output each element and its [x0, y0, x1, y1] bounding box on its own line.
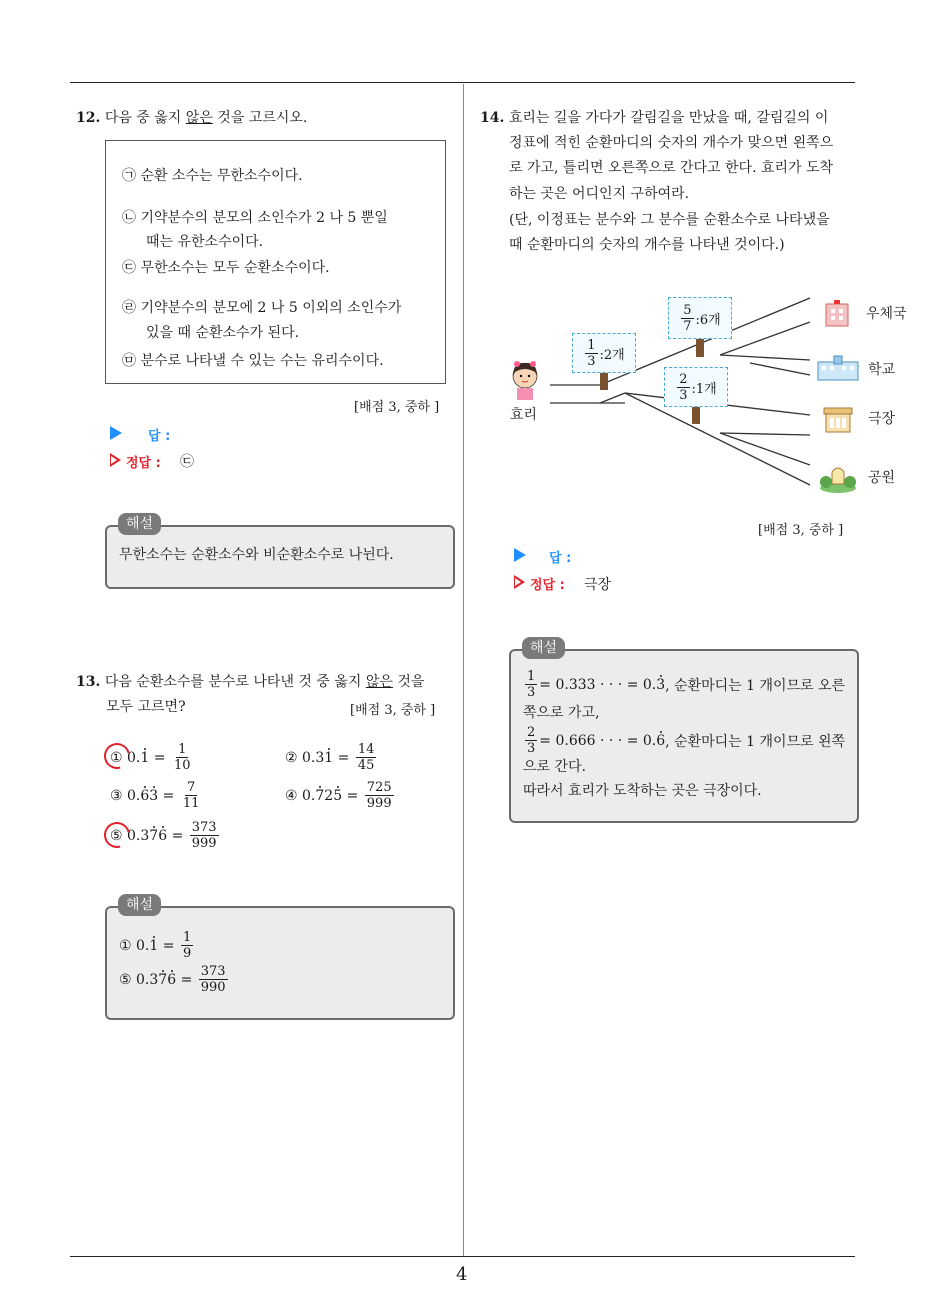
q14-score: [배점 3, 중하 ]: [758, 523, 844, 538]
q13-option-2: ② 0.3 1 = $\frac{14}{45}$: [285, 742, 375, 773]
q14-correct-label: 정답 :: [530, 578, 565, 593]
q14-expl-line-4: 으로 간다.: [523, 759, 586, 775]
q14-stem-line3: 로 가고, 틀리면 오른쪽으로 간다고 한다. 효리가 도착: [509, 160, 834, 176]
q13-option-5: ⑤ 0.3 7 6 = $\frac{373}{999}$: [110, 820, 217, 851]
q14-expl-line-5: 따라서 효리가 도착하는 곳은 극장이다.: [523, 783, 762, 799]
answer-arrow-icon: [110, 426, 122, 440]
q12-explanation-box: [105, 525, 455, 589]
q13-score: [배점 3, 중하 ]: [350, 703, 436, 718]
q13-option-1: ① 0. 1 = $\frac{1}{10}$: [110, 742, 191, 773]
q12-option-4: ㉣ 기약분수의 분모에 2 나 5 이외의 소인수가: [122, 300, 402, 316]
q13-option-3: ③ 0. 6 3 = $\frac{7}{11}$: [110, 780, 200, 811]
q14-explanation-tag: 해설: [522, 637, 565, 659]
correct-triangle-icon: [110, 453, 121, 467]
q14-stem-line1: 14. 효리는 길을 가다가 갈림길을 만났을 때, 갈림길의 이: [480, 110, 829, 126]
q13-stem-line1: 13. 다음 순환소수를 분수로 나타낸 것 중 옳지 않은 것을: [76, 674, 425, 690]
theater-icon: [822, 404, 854, 434]
school-icon: [816, 354, 860, 382]
q14-expl-line-2: 쪽으로 가고,: [523, 705, 600, 721]
q13-expl-line-1: ① 0. 1 = $\frac{1}{9}$: [119, 930, 192, 961]
q12-explanation-text: 무한소수는 순환소수와 비순환소수로 나뉜다.: [119, 547, 394, 563]
q14-stem-line6: 때 순환마디의 숫자의 개수를 나타낸 것이다.): [509, 237, 785, 253]
column-divider: [463, 84, 464, 1256]
girl-icon: [507, 360, 543, 400]
q13-explanation-box: [105, 906, 455, 1020]
q14-stem-line5: (단, 이정표는 분수와 그 분수를 순환소수로 나타냈을: [509, 212, 830, 228]
sign-1: $\frac{1}{3}$ :2개: [572, 333, 636, 373]
q12-correct-label: 정답 :: [126, 456, 161, 471]
q12-option-3: ㉢ 무한소수는 모두 순환소수이다.: [122, 260, 330, 276]
q12-correct-value: ㉢: [180, 454, 194, 470]
q12-option-2: ㉡ 기약분수의 분모의 소인수가 2 나 5 뿐일: [122, 210, 388, 226]
q13-option-4: ④ 0. 7 2 5 = $\frac{725}{999}$: [285, 780, 392, 811]
place-label-park: 공원: [868, 470, 896, 486]
q13-explanation-tag: 해설: [118, 894, 161, 916]
q14-stem-line4: 하는 곳은 어디인지 구하여라.: [509, 186, 690, 202]
q12-option-4-cont: 있을 때 순환소수가 된다.: [146, 325, 300, 341]
q14-stem-line2: 정표에 적힌 순환마디의 숫자의 개수가 맞으면 왼쪽으: [509, 135, 834, 151]
q13-expl-line-2: ⑤ 0.3 7 6 = $\frac{373}{990}$: [119, 964, 226, 995]
q14-expl-line-1: $\frac{1}{3}$ = 0.333 · · · = 0. 3 , 순환마디는 1 개이므로 오른: [527, 669, 846, 700]
q12-answer-label: 답 :: [148, 429, 171, 444]
sign-3: $\frac{2}{3}$ :1개: [664, 367, 728, 407]
place-label-school: 학교: [868, 362, 896, 378]
q14-expl-line-3: $\frac{2}{3}$ = 0.666 · · · = 0. 6 , 순환마디는 1 개이므로 왼쪽: [527, 725, 846, 756]
q14-explanation-box: [509, 649, 859, 823]
q14-correct-value: 극장: [584, 577, 612, 593]
place-label-theater: 극장: [868, 411, 896, 427]
q14-answer-label: 답 :: [549, 551, 572, 566]
place-label-post-office: 우체국: [866, 306, 907, 322]
q12-explanation-tag: 해설: [118, 513, 161, 535]
top-rule: [70, 82, 855, 83]
page-number: 4: [456, 1264, 468, 1285]
bottom-rule: [70, 1256, 855, 1257]
q13-stem-line2: 모두 고르면?: [106, 699, 186, 715]
q12-option-5: ㉤ 분수로 나타낼 수 있는 수는 유리수이다.: [122, 353, 384, 369]
q12-stem: 12. 다음 중 옳지 않은 것을 고르시오.: [76, 110, 308, 126]
sign-2: $\frac{5}{7}$ :6개: [668, 297, 732, 339]
person-label: 효리: [510, 407, 538, 423]
q12-score: [배점 3, 중하 ]: [354, 400, 440, 415]
q12-options-box: [105, 140, 446, 384]
answer-arrow-icon: [514, 548, 526, 562]
correct-triangle-icon: [514, 575, 525, 589]
post-office-icon: [822, 298, 852, 328]
q12-option-1: ㉠ 순환 소수는 무한소수이다.: [122, 168, 303, 184]
q12-option-2-cont: 때는 유한소수이다.: [146, 234, 264, 250]
park-icon: [818, 462, 858, 494]
